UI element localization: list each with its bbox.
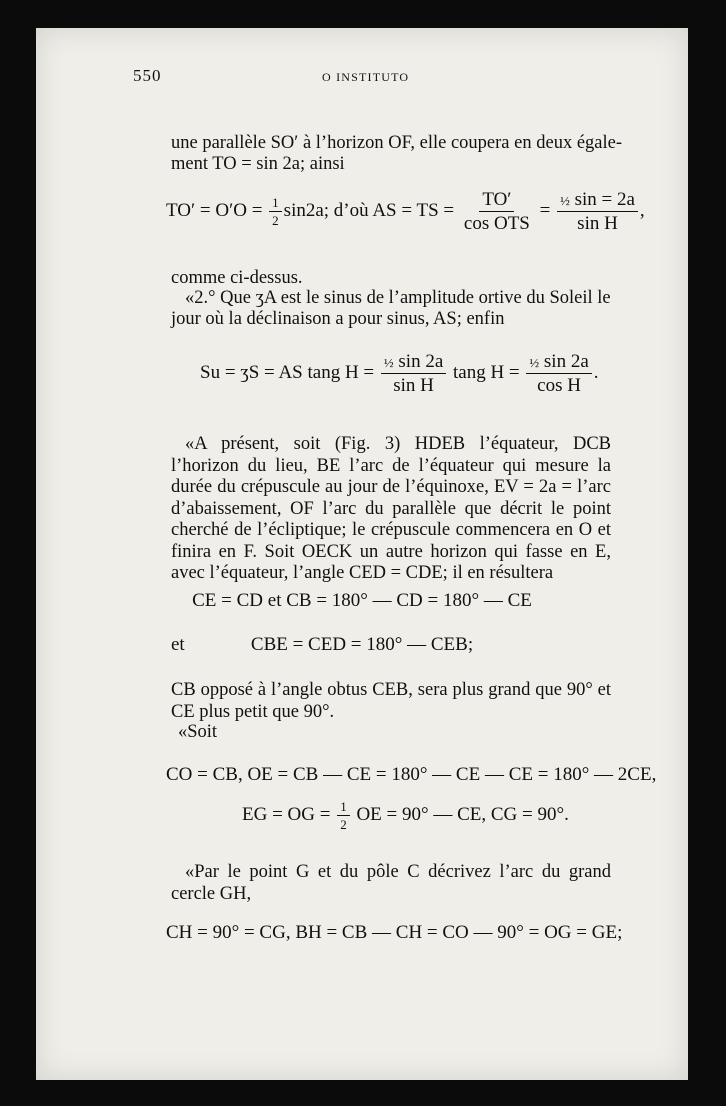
equation-6: EG = OG = $\frac{1}{2}$ OE = 90° — CE, CG = 90°.	[242, 799, 569, 832]
text-line-5: jour où la déclinaison a pour sinus, AS; enfin	[171, 309, 505, 329]
equation-7: CH = 90° = CG, BH = CB — CH = CO — 90° = OG = GE;	[166, 922, 623, 943]
fraction-sin2a-sinh: $\frac{\text{½ sin 2a}}{\text{sin H}}$	[381, 352, 446, 395]
equation-4: CBE = CED = 180° — CEB;	[250, 634, 474, 655]
paragraph-2: «A présent, soit (Fig. 3) HDEB l’équateur, DCB l’horizon du lieu, BE l’arc de l’équateur qui mesure la durée du crépuscule au jour de l’équinoxe, EV = 2a = l’arc d’abaissement, OF l’arc du parallèle que décrit le point cherché de l’écliptique; le crépuscule commencera en O et finira en F. Soit OECK un autre horizon qui fasse en E, avec l’équateur, l’angle CED = CDE; il en résultera	[171, 434, 611, 583]
paragraph-4: «Par le point G et du pôle C décrivez l’arc du grand cercle GH,	[171, 862, 611, 904]
equation-4-et: et	[171, 634, 185, 655]
text-line-2: ment TO = sin 2a; ainsi	[171, 154, 345, 174]
text-line-1: une parallèle SO′ à l’horizon OF, elle coupera en deux égale-	[171, 133, 623, 153]
page-number: 550	[133, 66, 162, 85]
text-line-4: «2.° Que ʒA est le sinus de l’amplitude ortive du Soleil le	[185, 288, 611, 308]
paragraph-3: CB opposé à l’angle obtus CEB, sera plus grand que 90° et CE plus petit que 90°.	[171, 680, 611, 722]
equation-5: CO = CB, OE = CB — CE = 180° — CE — CE = 180° — 2CE,	[166, 764, 657, 785]
equation-2: Su = ʒS = AS tang H = $\frac{\text{½ sin 2a}}{\text{sin H}}$ tang H = $\frac{\text{½ sin 2a}}{\text{cos H}}$ .	[200, 351, 599, 396]
equation-1-mid: sin2a; d’où AS = TS =	[283, 199, 459, 221]
fraction-half-2: $\frac{1}{2}$	[337, 800, 350, 831]
soit-line: «Soit	[178, 722, 218, 742]
fraction-sin2a-cosh: $\frac{\text{½ sin 2a}}{\text{cos H}}$	[526, 352, 591, 395]
running-title: O INSTITUTO	[322, 70, 410, 84]
equation-1-left: TO′ = O′O =	[166, 199, 268, 221]
text-line-3: comme ci-dessus.	[171, 268, 303, 288]
equation-3: CE = CD et CB = 180° — CD = 180° — CE	[192, 590, 532, 611]
equation-1: TO′ = O′O = $\frac{1}{2}$ sin2a; d’où AS = TS = $\frac{TO'}{\text{cos OTS}}$ = $\frac{\text{½ sin = 2a}}{\text{sin H}}$ ,	[166, 189, 645, 234]
fraction-to-cos: $\frac{TO'}{\text{cos OTS}}$	[463, 189, 530, 234]
fraction-sin-over-sinh: $\frac{\text{½ sin = 2a}}{\text{sin H}}$	[557, 190, 638, 233]
fraction-half: $\frac{1}{2}$	[269, 196, 282, 227]
